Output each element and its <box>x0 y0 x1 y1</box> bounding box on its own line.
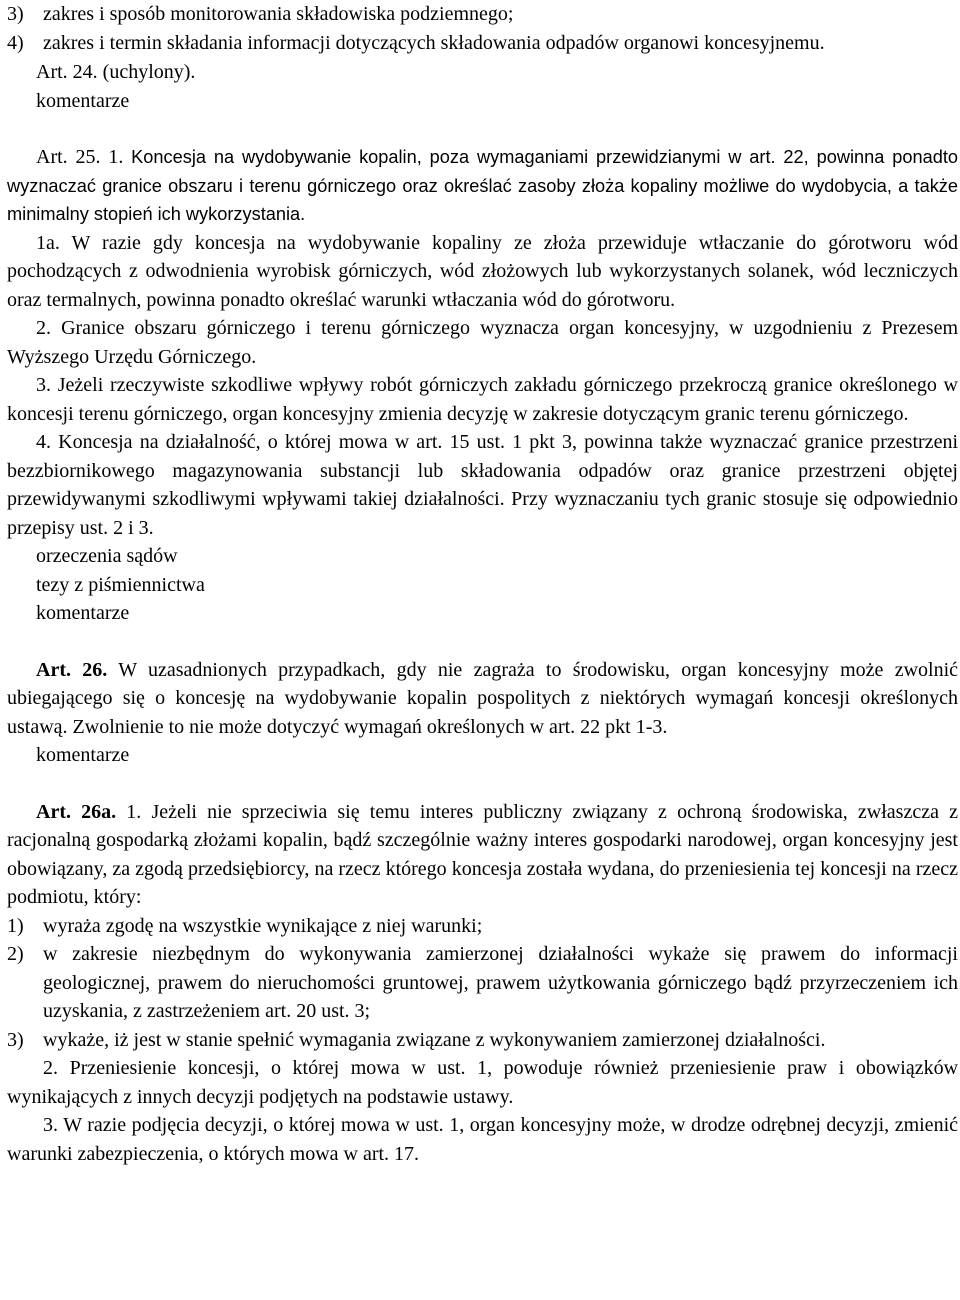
court-rulings-link[interactable]: orzeczenia sądów <box>36 545 178 567</box>
paragraph-number: 1a. <box>36 231 60 254</box>
art25-paragraph-3 <box>7 371 958 428</box>
list-number: 2) <box>7 943 24 965</box>
paragraph-number: 2. <box>36 317 51 339</box>
list-item <box>7 29 958 58</box>
art26a-paragraph-1 <box>7 798 958 912</box>
comments-link[interactable]: komentarze <box>36 89 130 112</box>
art25-heading: Art. 25. 1. <box>36 146 124 168</box>
comments-link[interactable]: komentarze <box>36 744 130 766</box>
paragraph-text: W razie podjęcia decyzji, o której mowa w ust. 1, organ koncesyjny może, w drodze odrębnej decyzji, zmienić warunki zabezpieczenia, o których mowa w art. 17. <box>7 1114 958 1165</box>
art25-paragraph-4 <box>7 428 958 542</box>
art26-heading: Art. 26. <box>36 658 108 681</box>
art25-paragraph-2 <box>7 314 958 371</box>
list-text: w zakresie niezbędnym do wykonywania zamierzonej działalności wykaże się prawem do informacji geologicznej, prawem do nieruchomości gruntowej, prawem użytkowania górniczego bądź przyrzeczeniem ich uzyskania, z zastrzeżeniem art. 20 ust. 3; <box>43 943 958 1022</box>
paragraph-number: 4. <box>36 431 51 453</box>
art26a-paragraph-2 <box>7 1054 958 1111</box>
paragraph-number: 2. <box>43 1057 58 1079</box>
paragraph-text: Koncesja na działalność, o której mowa w art. 15 ust. 1 pkt 3, powinna także wyznaczać granice przestrzeni bezzbiornikowego magazynowania substancji lub składowania odpadów oraz granice przestrzeni objętej przewidywanymi szkodliwymi wpływami takiej działalności. Przy wyznaczaniu tych granic stosuje się odpowiednio przepisy ust. 2 i 3. <box>7 431 958 539</box>
paragraph-text: W uzasadnionych przypadkach, gdy nie zagraża to środowisku, organ koncesyjny może zwolnić ubiegającego się o koncesję na wydobywanie kopalin pospolitych z niektórych wymagań koncesji określonych ustawą. Zwolnienie to nie może dotyczyć wymagań określonych w art. 22 pkt 1-3. <box>7 658 959 738</box>
paragraph-text: Jeżeli rzeczywiste szkodliwe wpływy robót górniczych zakładu górniczego przekroczą granice określonego w koncesji terenu górniczego, organ koncesyjny zmienia decyzję w zakresie dotyczącym granic terenu górniczego. <box>7 374 958 425</box>
art25-paragraph-1 <box>7 143 958 229</box>
paragraph-text: Przeniesienie koncesji, o której mowa w ust. 1, powoduje również przeniesienie praw i obowiązków wynikających z innych decyzji podjętych na podstawie ustawy. <box>7 1057 959 1108</box>
literature-theses-link[interactable]: tezy z piśmiennictwa <box>36 573 205 596</box>
art26a-paragraph-3 <box>7 1111 958 1168</box>
art24-paragraph: Art. 24. (uchylony). <box>36 61 196 83</box>
list-item <box>7 940 958 1026</box>
paragraph-number: 1. <box>126 800 142 823</box>
paragraph-number: 3. <box>43 1114 58 1136</box>
art26-paragraph <box>7 656 958 742</box>
art26a-heading: Art. 26a. <box>36 800 117 823</box>
art25-paragraph-1a <box>7 229 958 315</box>
list-item <box>7 912 958 941</box>
list-text: wyraża zgodę na wszystkie wynikające z niej warunki; <box>43 914 483 937</box>
comments-link[interactable]: komentarze <box>36 602 130 624</box>
art25-p1-text: Koncesja na wydobywanie kopalin, poza wymaganiami przewidzianymi w art. 22, powinna ponadto wyznaczać granice obszaru i terenu górniczego oraz określać zasoby złoża kopaliny możliwe do wydobycia, a także minimalny stopień ich wykorzystania. <box>7 147 958 224</box>
paragraph-number: 3. <box>36 374 51 396</box>
paragraph-text: W razie gdy koncesja na wydobywanie kopaliny ze złoża przewiduje wtłaczanie do górotworu wód pochodzących z odwodnienia wyrobisk górniczych, wód złożowych lub wykorzystanych solanek, wód leczniczych oraz termalnych, powinna ponadto określać warunki wtłaczania wód do górotworu. <box>7 231 958 311</box>
list-number: 3) <box>7 3 24 25</box>
list-number: 4) <box>7 31 24 54</box>
paragraph-text: Jeżeli nie sprzeciwia się temu interes publiczny związany z ochroną środowiska, zwłaszcza z racjonalną gospodarką złożami kopalin, bądź szczególnie ważny interes gospodarki narodowej, organ koncesyjny jest obowiązany, za zgodą przedsiębiorcy, na rzecz którego koncesja została wydana, do przeniesienia tej koncesji na rzecz podmiotu, który: <box>7 800 958 908</box>
list-number: 3) <box>7 1028 24 1051</box>
list-text: zakres i termin składania informacji dotyczących składowania odpadów organowi koncesyjnemu. <box>43 31 825 54</box>
list-item <box>7 0 958 29</box>
list-text: zakres i sposób monitorowania składowiska podziemnego; <box>43 3 514 25</box>
list-number: 1) <box>7 914 24 937</box>
paragraph-text: Granice obszaru górniczego i terenu górniczego wyznacza organ koncesyjny, w uzgodnieniu z Prezesem Wyższego Urzędu Górniczego. <box>7 317 959 368</box>
list-item <box>7 1026 958 1055</box>
list-text: wykaże, iż jest w stanie spełnić wymagania związane z wykonywaniem zamierzonej działalności. <box>43 1028 826 1051</box>
